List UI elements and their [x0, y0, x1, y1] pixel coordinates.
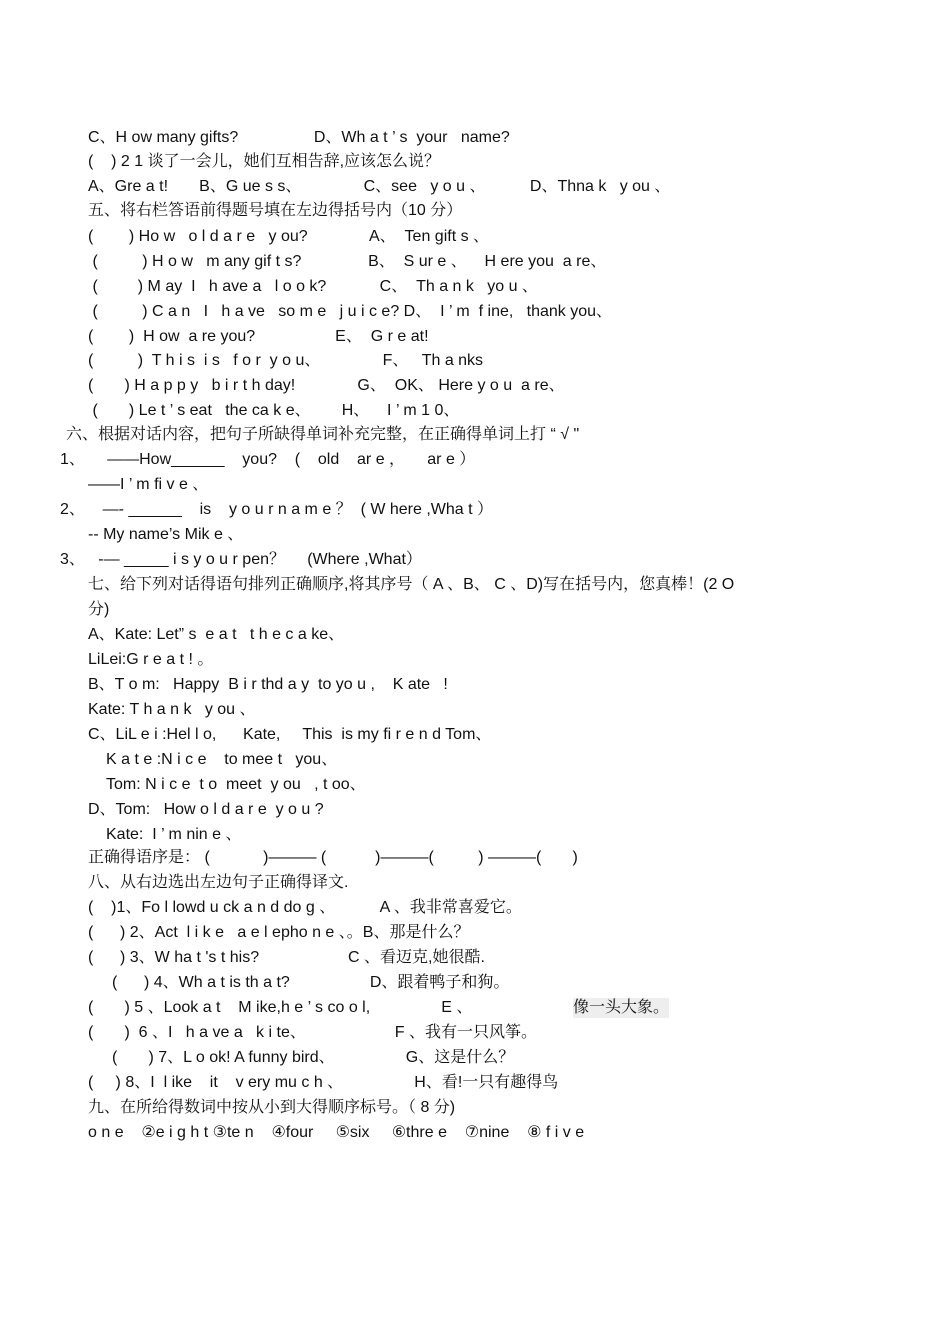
question-21-options: A、Gre a t! B、G ue s s、 C、see y o u 、 D、Thna k y ou 、: [88, 178, 671, 195]
section-7-title-cont: 分): [88, 601, 110, 618]
text-line: C、H ow many gifts? D、Wh a t ’ s your name?: [88, 129, 510, 146]
text-line: K a t e :N i c e to mee t you、: [106, 751, 338, 768]
section-8-title: 八、从右边选出左边句子正确得译文.: [88, 874, 349, 891]
text-line: ( ) M ay I h ave a l o o k? C、 Th a n k yo u 、: [88, 278, 538, 295]
text-line: ( )1、Fo l lowd u ck a n d do g 、 A 、我非常喜爱它。: [88, 899, 522, 916]
text-line: ( ) 7、L o ok! A funny bird、 G、这是什么？: [112, 1049, 515, 1066]
text-line: ( ) T h i s i s f o r y o u、 F、 Th a nks: [88, 352, 484, 369]
text-line: Tom: N i c e t o meet y ou , t oo、: [106, 776, 366, 793]
text-line: ( ) 2、Act l i k e a e l epho n e 、。B、那是什么？: [88, 924, 470, 941]
text-line: ( ) 3、W ha t 's t his? C 、看迈克,她很酷.: [88, 949, 485, 966]
text-line: ( ) 6 、I h a ve a k i te、 F 、我有一只风筝。: [88, 1024, 537, 1041]
section-9-title: 九、在所给得数词中按从小到大得顺序标号。（ 8 分): [88, 1099, 456, 1116]
text-line: -- My name’s Mik e 、: [88, 526, 244, 543]
number-words-line: o n e ②e i g h t ③te n ④four ⑤six ⑥thre e ⑦nine ⑧ f i v e: [88, 1124, 585, 1141]
text-line: 3、 -— _____ i s y o u r pen？ (Where ,What）: [60, 551, 422, 568]
section-6-title: 六、根据对话内容，把句子所缺得单词补充完整，在正确得单词上打 “ √ ": [66, 426, 580, 443]
answer-order-line: 正确得语序是： ( )——— ( )———( ) ———( ): [88, 849, 578, 866]
text-line: 2、 —- ______ is y o u r n a m e ？ ( W here ,Wha t ）: [60, 501, 494, 518]
text-line: ( ) H a p p y b i r t h day! G、 OK、 Here y o u a re、: [88, 377, 565, 394]
text-line: ( ) C a n I h a ve so m e j u i c e? D、 I ’ m f ine, thank you、: [88, 303, 613, 320]
text-line: ( ) Ho w o l d a r e y ou? A、 Ten gift s 、: [88, 228, 490, 245]
text-line: 1、 ——How______ you? ( old ar e ， ar e ）: [60, 451, 476, 468]
text-line: ( ) Le t ’ s eat the ca k e、 H、 I ’ m 1 0、: [88, 402, 460, 419]
question-21: ( ) 2 1 谈了一会儿，她们互相告辞,应该怎么说？: [88, 153, 441, 170]
text-line: D、Tom: How o l d a r e y o u ?: [88, 801, 324, 818]
text-line: B、T o m: Happy B i r thd a y to yo u , K ate !: [88, 676, 448, 693]
highlighted-translation: 像一头大象。: [573, 999, 670, 1016]
section-7-title: 七、给下列对话得语句排列正确顺序,将其序号（ A 、B、 C 、D)写在括号内，您真棒！(2 O: [88, 576, 735, 593]
text-line: C、LiL e i :Hel l o, Kate, This is my fi r e n d Tom、: [88, 726, 492, 743]
text-line: ( ) H ow a re you? E、 G r e at!: [88, 328, 429, 345]
text-line: ( ) 8、I l ike it v ery mu c h 、 H、看!一只有趣得鸟: [88, 1074, 559, 1091]
text-line: Kate: T h a n k y ou 、: [88, 701, 256, 718]
text-line: ( ) 5 、Look a t M ike,h e ’ s co o l, E 、: [88, 999, 473, 1016]
text-line: A、Kate: Let” s e a t t h e c a ke、: [88, 626, 345, 643]
section-5-title: 五、将右栏答语前得题号填在左边得括号内（10 分）: [88, 202, 463, 219]
text-line: ( ) 4、Wh a t is th a t? D、跟着鸭子和狗。: [112, 974, 510, 991]
text-line: ——I ’ m fi v e 、: [88, 476, 209, 493]
text-line: Kate: I ’ m nin e 、: [106, 826, 242, 843]
text-line: LiLei:G r e a t ! 。: [88, 651, 214, 668]
text-line: ( ) H o w m any gif t s? B、 S ur e 、 H ere you a re、: [88, 253, 607, 270]
